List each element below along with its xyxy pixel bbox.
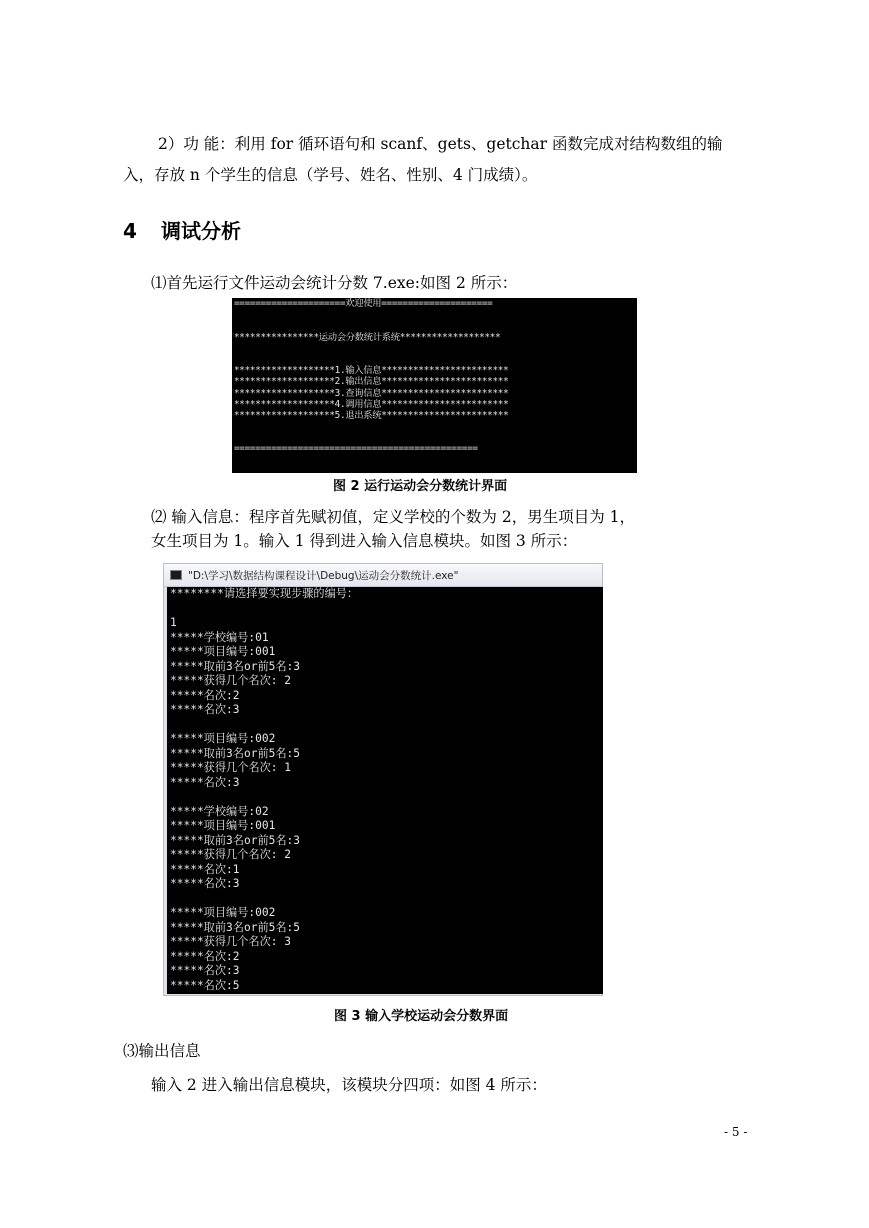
console-line: *****学校编号:02 bbox=[170, 804, 269, 818]
console-line: *******************2.输出信息************************ bbox=[234, 376, 509, 388]
console-line: *****获得几个名次: 2 bbox=[170, 848, 292, 861]
console-line: ********请选择要实现步骤的编号： bbox=[170, 587, 359, 600]
step3-heading: ⑶输出信息 bbox=[123, 1042, 201, 1060]
console-line bbox=[170, 602, 600, 617]
console-line bbox=[170, 718, 600, 733]
console-line: *****名次:5 bbox=[170, 978, 240, 992]
console-line bbox=[234, 343, 635, 354]
figure3-console-output bbox=[167, 587, 603, 994]
section-title: 调试分析 bbox=[161, 219, 241, 243]
console-line: *******************5.退出系统************************ bbox=[234, 409, 509, 421]
console-line: ============================================== bbox=[234, 443, 478, 455]
step3-description: 输入 2 进入输出信息模块，该模块分四项：如图 4 所示： bbox=[151, 1076, 547, 1094]
figure3-console-window bbox=[163, 563, 603, 996]
console-line: *****学校编号:01 bbox=[170, 630, 269, 644]
console-line: *****取前3名or前5名:3 bbox=[170, 833, 301, 847]
console-line: *****项目编号:002 bbox=[170, 732, 276, 745]
figure2-caption: 图 2 运行运动会分数统计界面 bbox=[333, 479, 508, 494]
window-titlebar bbox=[164, 564, 602, 587]
step1-text: ⑴首先运行文件运动会统计分数 7.exe:如图 2 所示： bbox=[151, 274, 518, 292]
console-line: *****取前3名or前5名:3 bbox=[170, 659, 301, 673]
console-line: *****名次:3 bbox=[170, 964, 240, 977]
console-line: *****名次:3 bbox=[170, 703, 240, 716]
console-line: *****取前3名or前5名:5 bbox=[170, 746, 301, 760]
section-number: 4 bbox=[123, 219, 137, 243]
console-line bbox=[170, 790, 600, 805]
console-line: *****名次:3 bbox=[170, 877, 240, 890]
console-line bbox=[234, 309, 635, 320]
figure3-caption: 图 3 输入学校运动会分数界面 bbox=[334, 1009, 509, 1024]
console-line: *****获得几个名次: 2 bbox=[170, 674, 292, 687]
console-line: *****取前3名or前5名:5 bbox=[170, 920, 301, 934]
console-line bbox=[234, 320, 635, 331]
console-line: *****项目编号:002 bbox=[170, 906, 276, 919]
console-line: *******************3.查询信息************************ bbox=[234, 387, 509, 399]
console-line: *****名次:1 bbox=[170, 862, 240, 876]
page-number: - 5 - bbox=[724, 1125, 748, 1139]
function-desc-line2: 入，存放 n 个学生的信息（学号、姓名、性别、4 门成绩）。 bbox=[123, 166, 538, 184]
console-line: *****名次:2 bbox=[170, 949, 240, 963]
console-line: *****获得几个名次: 1 bbox=[170, 761, 292, 774]
step2-text-line1: ⑵ 输入信息：程序首先赋初值，定义学校的个数为 2，男生项目为 1， bbox=[151, 508, 636, 526]
console-line: ****************运动会分数统计系统******************* bbox=[234, 331, 501, 343]
function-desc-line1: 2）功 能：利用 for 循环语句和 scanf、gets、getchar 函数完成对结构数组的输 bbox=[158, 135, 723, 153]
console-app-icon bbox=[170, 570, 182, 580]
console-line: *****项目编号:001 bbox=[170, 819, 276, 832]
section-heading bbox=[123, 218, 241, 244]
console-line bbox=[234, 354, 635, 365]
console-line: *****项目编号:001 bbox=[170, 645, 276, 658]
console-line: *****获得几个名次: 3 bbox=[170, 935, 292, 948]
console-line bbox=[234, 432, 635, 443]
console-line bbox=[170, 892, 600, 907]
console-line: *****名次:2 bbox=[170, 688, 240, 702]
figure2-console-screenshot bbox=[232, 298, 637, 473]
console-line: *******************1.输入信息************************ bbox=[234, 365, 509, 377]
console-line: =====================欢迎使用===================== bbox=[234, 298, 493, 309]
console-line: *******************4.调用信息************************ bbox=[234, 398, 509, 410]
step2-text-line2: 女生项目为 1。输入 1 得到进入输入信息模块。如图 3 所示： bbox=[151, 532, 578, 550]
console-line: *****名次:3 bbox=[170, 775, 240, 789]
console-line bbox=[234, 421, 635, 432]
window-title: "D:\学习\数据结构课程设计\Debug\运动会分数统计.exe" bbox=[188, 569, 459, 582]
console-line: 1 bbox=[170, 616, 177, 629]
